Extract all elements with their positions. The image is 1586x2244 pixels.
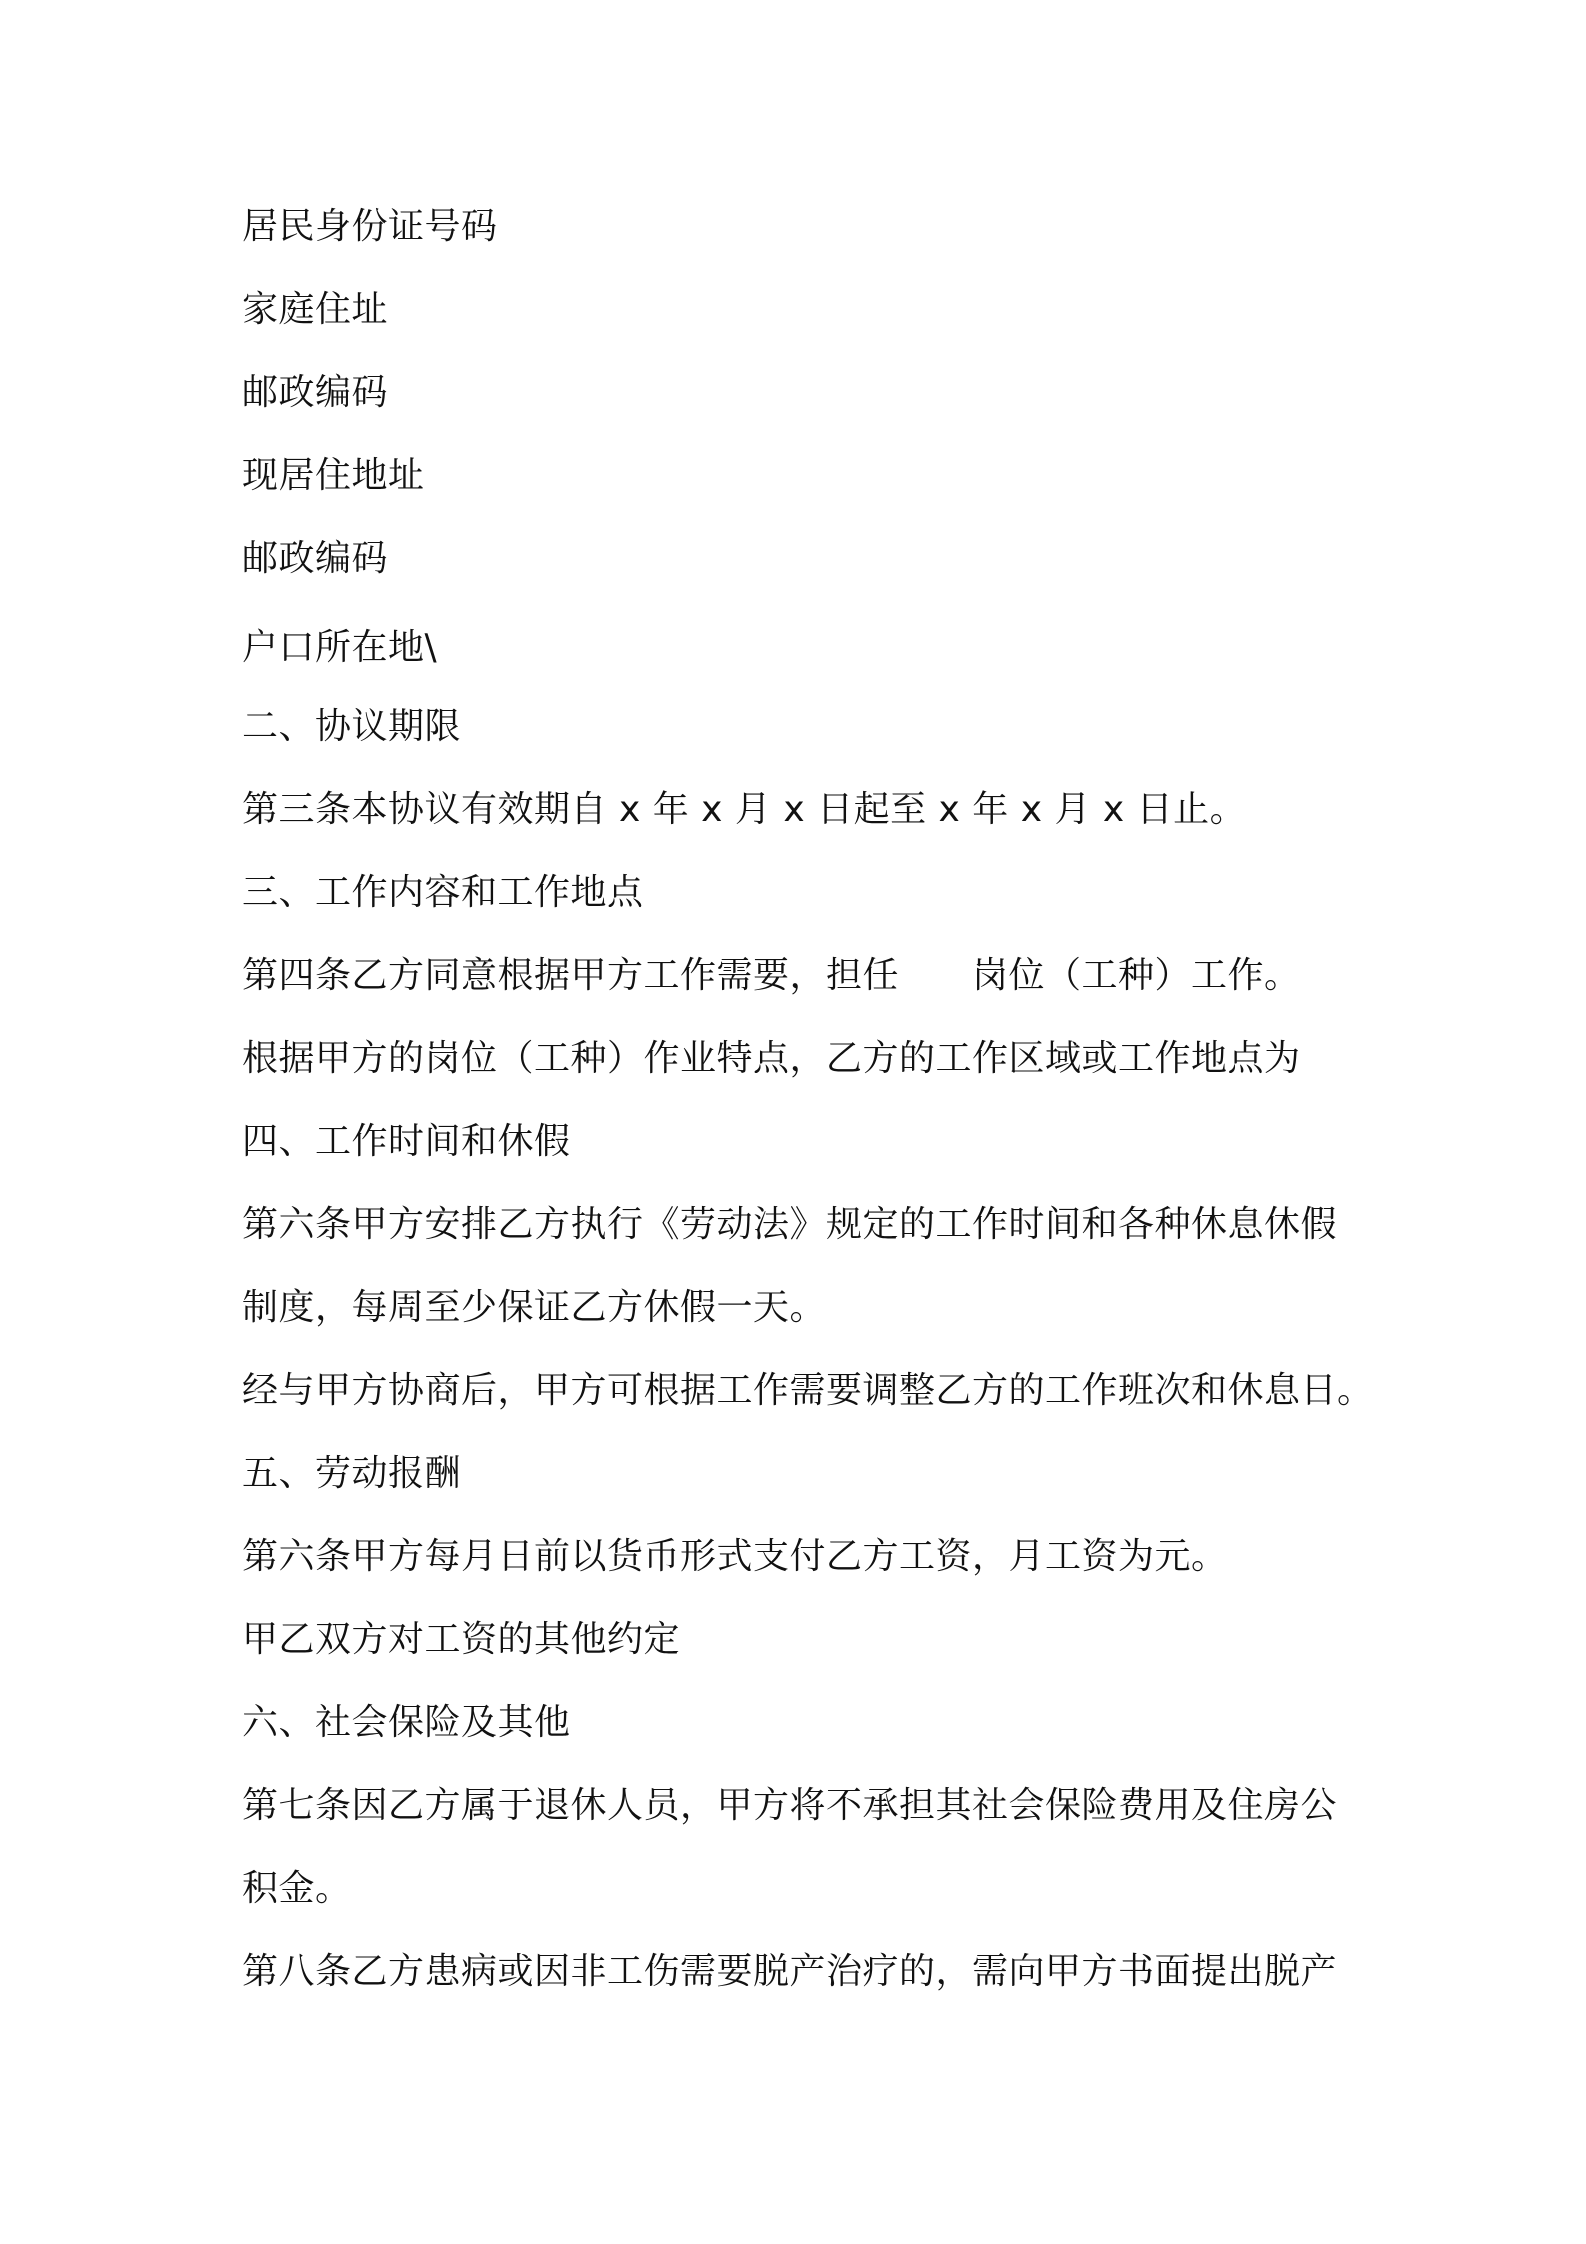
field-id-number-label: 居民身份证号码 (242, 206, 498, 247)
work-location-paragraph: 根据甲方的岗位（工种）作业特点，乙方的工作区域或工作地点为 (242, 1038, 1301, 1079)
field-household-registration-label: 户口所在地\ (242, 627, 438, 668)
other-salary-agreement-paragraph: 甲乙双方对工资的其他约定 (242, 1619, 681, 1660)
field-current-address-label: 现居住地址 (242, 455, 425, 496)
shift-adjustment-paragraph: 经与甲方协商后，甲方可根据工作需要调整乙方的工作班次和休息日。 (242, 1370, 1374, 1411)
section-heading-term: 二、协议期限 (242, 706, 462, 747)
article-8-paragraph-line-1: 第八条乙方患病或因非工伤需要脱产治疗的，需向甲方书面提出脱产 (242, 1951, 1338, 1992)
article-3-paragraph: 第三条本协议有效期自 x 年 x 月 x 日起至 x 年 x 月 x 日止。 (242, 789, 1247, 830)
field-home-address-label: 家庭住址 (242, 289, 389, 330)
section-heading-work-hours: 四、工作时间和休假 (242, 1121, 571, 1162)
article-4-paragraph: 第四条乙方同意根据甲方工作需要，担任 岗位（工种）工作。 (242, 955, 1301, 996)
article-7-paragraph-line-1: 第七条因乙方属于退休人员，甲方将不承担其社会保险费用及住房公 (242, 1785, 1338, 1826)
article-6-paragraph-line-1: 第六条甲方安排乙方执行《劳动法》规定的工作时间和各种休息休假 (242, 1204, 1338, 1245)
article-7-paragraph-line-2: 积金。 (242, 1868, 352, 1909)
article-6-paragraph-line-2: 制度，每周至少保证乙方休假一天。 (242, 1287, 827, 1328)
field-postal-code-label-2: 邮政编码 (242, 538, 389, 579)
section-heading-remuneration: 五、劳动报酬 (242, 1453, 462, 1494)
section-heading-work-content: 三、工作内容和工作地点 (242, 872, 644, 913)
field-postal-code-label: 邮政编码 (242, 372, 389, 413)
section-heading-social-insurance: 六、社会保险及其他 (242, 1702, 571, 1743)
article-6-salary-paragraph: 第六条甲方每月日前以货币形式支付乙方工资，月工资为元。 (242, 1536, 1228, 1577)
